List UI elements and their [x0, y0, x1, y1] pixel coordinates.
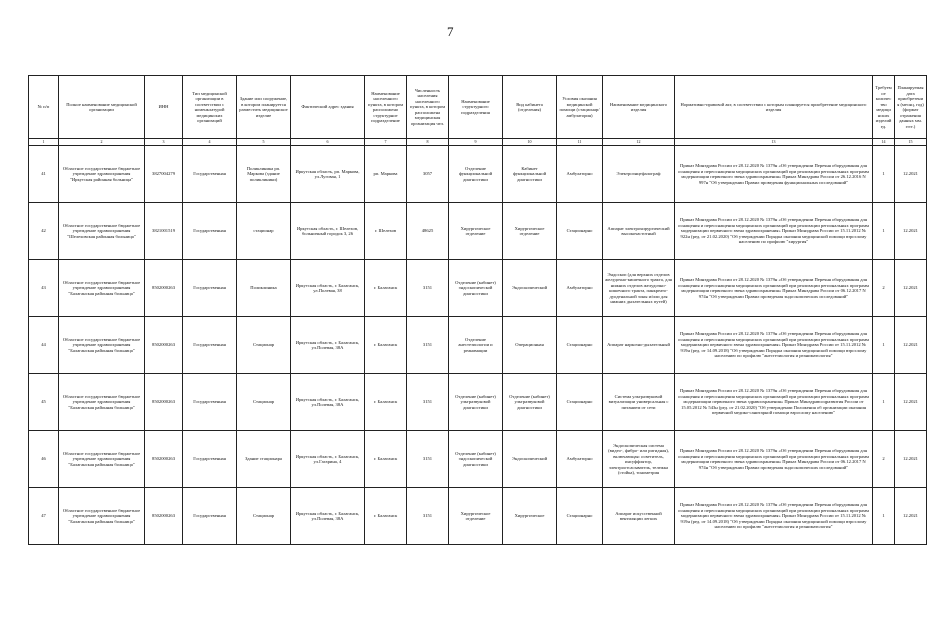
org-type-cell: Государственная: [183, 260, 237, 317]
quantity-cell: 1: [873, 203, 895, 260]
unit-cell: Отделение анестезиологии и реанимации: [449, 317, 503, 374]
building-cell: стационар: [237, 203, 291, 260]
column-number: 6: [291, 139, 365, 146]
conditions-cell: Стационарно: [557, 374, 603, 431]
legal-act-cell: Приказ Минздрава России от 28.12.2020 № 1379н «Об утверждении Перечня оборудования для оснащения и переоснащения медицинских организаций при реализации региональных программ модернизации первичного звена здравоохранения» Приказ Минздравсоцразвития России от 15.05.2012 № 543н (ред. от 21.02.2020) "Об утверждении Положения об организации оказания первичной медико-санитарной помощи взрослому населению": [675, 374, 873, 431]
cabinet-cell: Эндоскопический: [503, 260, 557, 317]
column-number: 15: [895, 139, 927, 146]
table-row: [29, 431, 927, 488]
purchase-date-cell: 12.2021: [895, 260, 927, 317]
legal-act-cell: Приказ Минздрава России от 28.12.2020 № 1379н «Об утверждении Перечня оборудования для оснащения и переоснащения медицинских организаций при реализации региональных программ модернизации первичного звена здравоохранения» Приказ Минздрава России от 15.11.2012 № 919н (ред. от 14.09.2018) "Об утверждении Порядка оказания медицинской помощи взрослому населению по профилю "анестезиология и реаниматология": [675, 317, 873, 374]
cabinet-cell: Операционная: [503, 317, 557, 374]
address-cell: Иркутская область, г. Шелехов, больничный городок 3, 26: [291, 203, 365, 260]
row-number: 47: [29, 488, 59, 545]
column-number: 4: [183, 139, 237, 146]
column-header: Вид кабинета (отделения): [503, 76, 557, 139]
equipment-table: [28, 75, 927, 545]
building-cell: Стационар: [237, 488, 291, 545]
column-header: № п/п: [29, 76, 59, 139]
column-number: 12: [603, 139, 675, 146]
device-cell: Эндоскопическая система (видео-, фибро- или ригидная), включающая: осветитель, инсуффлятор, электроотсасыватель, тележка (стойка), тонометрия: [603, 431, 675, 488]
column-header: ИНН: [145, 76, 183, 139]
org-name-cell: Областное государственное бюджетное учреждение здравоохранения "Балаганская районная больница": [59, 317, 145, 374]
cabinet-cell: Хирургическое: [503, 488, 557, 545]
column-header: Нормативно-правовой акт, в соответствии с которым планируется приобретение медицинского изделия: [675, 76, 873, 139]
org-name-cell: Областное государственное бюджетное учреждение здравоохранения "Шелеховская районная больница": [59, 203, 145, 260]
quantity-cell: 1: [873, 488, 895, 545]
table-row: [29, 146, 927, 203]
column-number: 9: [449, 139, 503, 146]
row-number: 44: [29, 317, 59, 374]
column-header: Здание или сооружение, в котором планируется разместить медицинское изделие: [237, 76, 291, 139]
column-header: Планируемая дата приобретения (месяц, год) (формат отражения данных мм. гггг.): [895, 76, 927, 139]
population-cell: 3151: [407, 374, 449, 431]
address-cell: Иркутская область, г. Балаганск, ул.Гагарина, 4: [291, 431, 365, 488]
purchase-date-cell: 12.2021: [895, 488, 927, 545]
org-type-cell: Государственная: [183, 431, 237, 488]
population-cell: 3151: [407, 431, 449, 488]
building-cell: Поликлиника: [237, 260, 291, 317]
conditions-cell: Амбулаторно: [557, 146, 603, 203]
unit-cell: Хирургическое отделение: [449, 203, 503, 260]
org-type-cell: Государственная: [183, 488, 237, 545]
conditions-cell: Амбулаторно: [557, 260, 603, 317]
quantity-cell: 2: [873, 260, 895, 317]
column-header: Наименование населенного пункта, в котором расположено структурное подразделение: [365, 76, 407, 139]
building-cell: Стационар: [237, 374, 291, 431]
population-cell: 3151: [407, 488, 449, 545]
device-cell: Аппарат электрохирургический высокочастотный: [603, 203, 675, 260]
row-number: 45: [29, 374, 59, 431]
table-row: [29, 488, 927, 545]
column-header: Требуемое количество медицинских изделий ед.: [873, 76, 895, 139]
device-cell: Аппарат искусственной вентиляции легких: [603, 488, 675, 545]
building-cell: Стационар: [237, 317, 291, 374]
address-cell: Иркутская область, рп. Маркова, ул.Луговая, 1: [291, 146, 365, 203]
building-cell: Поликлиника рп. Маркова (здание поликлиники): [237, 146, 291, 203]
locality-cell: г. Балаганск: [365, 431, 407, 488]
population-cell: 48625: [407, 203, 449, 260]
column-number: 5: [237, 139, 291, 146]
building-cell: Здание стационара: [237, 431, 291, 488]
conditions-cell: Стационарно: [557, 488, 603, 545]
conditions-cell: Стационарно: [557, 203, 603, 260]
purchase-date-cell: 12.2021: [895, 146, 927, 203]
locality-cell: г. Балаганск: [365, 374, 407, 431]
locality-cell: рп. Маркова: [365, 146, 407, 203]
org-type-cell: Государственная: [183, 317, 237, 374]
address-cell: Иркутская область, г. Балаганск, ул.Полевая, 38А: [291, 374, 365, 431]
column-header: Фактический адрес здания: [291, 76, 365, 139]
cabinet-cell: Кабинет функциональной диагностики: [503, 146, 557, 203]
unit-cell: Хирургическое отделение: [449, 488, 503, 545]
locality-cell: г. Балаганск: [365, 488, 407, 545]
column-header: Численность населения населенного пункта, в котором расположена медицинская организация чел.: [407, 76, 449, 139]
row-number: 46: [29, 431, 59, 488]
population-cell: 3057: [407, 146, 449, 203]
cabinet-cell: Хирургическое отделение: [503, 203, 557, 260]
table-row: [29, 260, 927, 317]
purchase-date-cell: 12.2021: [895, 374, 927, 431]
column-number: 13: [675, 139, 873, 146]
org-name-cell: Областное государственное бюджетное учреждение здравоохранения "Балаганская районная больница": [59, 431, 145, 488]
inn-cell: 3821001519: [145, 203, 183, 260]
inn-cell: 8502000263: [145, 317, 183, 374]
table-row: [29, 374, 927, 431]
population-cell: 3151: [407, 260, 449, 317]
address-cell: Иркутская область, г. Балаганск, ул.Полевая, 38: [291, 260, 365, 317]
population-cell: 3151: [407, 317, 449, 374]
unit-cell: Отделение (кабинет) эндоскопической диагностики: [449, 260, 503, 317]
purchase-date-cell: 12.2021: [895, 317, 927, 374]
inn-cell: 8502000263: [145, 488, 183, 545]
locality-cell: г. Балаганск: [365, 317, 407, 374]
column-number: 14: [873, 139, 895, 146]
column-header: Тип медицинской организации в соответствии с номенклатурой медицинских организаций: [183, 76, 237, 139]
org-type-cell: Государственная: [183, 374, 237, 431]
quantity-cell: 1: [873, 374, 895, 431]
column-header: Условия оказания медицинской помощи (стационар/амбулатория): [557, 76, 603, 139]
org-name-cell: Областное государственное бюджетное учреждение здравоохранения "Балаганская районная больница": [59, 374, 145, 431]
address-cell: Иркутская область, г. Балаганск, ул.Полевая, 38А: [291, 317, 365, 374]
column-header: Наименование структурного подразделения: [449, 76, 503, 139]
column-number: 7: [365, 139, 407, 146]
table-row: [29, 203, 927, 260]
column-header: Наименование медицинского изделия: [603, 76, 675, 139]
device-cell: Эндоскоп (для верхних отделов желудочно-кишечного тракта, для нижних отделов желудочно-кишечного тракта, панкреато-дуоденальной зоны и/или для нижних дыхательных путей): [603, 260, 675, 317]
column-number: 8: [407, 139, 449, 146]
legal-act-cell: Приказ Минздрава России от 28.12.2020 № 1379н «Об утверждении Перечня оборудования для оснащения и переоснащения медицинских организаций при реализации региональных программ модернизации первичного звена здравоохранения» Приказ Минздрава России от 06.12.2017 N 974н "Об утверждении Правил проведения эндоскопических исследований": [675, 260, 873, 317]
conditions-cell: Амбулаторно: [557, 431, 603, 488]
org-type-cell: Государственная: [183, 203, 237, 260]
conditions-cell: Стационарно: [557, 317, 603, 374]
purchase-date-cell: 12.2021: [895, 203, 927, 260]
inn-cell: 8502000263: [145, 374, 183, 431]
quantity-cell: 1: [873, 317, 895, 374]
legal-act-cell: Приказ Минздрава России от 28.12.2020 № 1379н «Об утверждении Перечня оборудования для оснащения и переоснащения медицинских организаций при реализации региональных программ модернизации первичного звена здравоохранения» Приказ Минздрава России от 06.12.2017 N 974н "Об утверждении Правил проведения эндоскопических исследований": [675, 431, 873, 488]
row-number: 43: [29, 260, 59, 317]
inn-cell: 8502000263: [145, 431, 183, 488]
device-cell: Аппарат наркозно-дыхательный: [603, 317, 675, 374]
legal-act-cell: Приказ Минздрава России от 28.12.2020 № 1379н «Об утверждении Перечня оборудования для оснащения и переоснащения медицинских организаций при реализации региональных программ модернизации первичного звена здравоохранения» Приказ Минздрава России от 15.11.2012 № 919н (ред. от 14.09.2018) "Об утверждении Порядка оказания медицинской помощи взрослому населению по профилю "анестезиология и реаниматология": [675, 488, 873, 545]
header-row: [29, 76, 927, 139]
row-number: 42: [29, 203, 59, 260]
locality-cell: г. Балаганск: [365, 260, 407, 317]
column-header: Полное наименование медицинской организации: [59, 76, 145, 139]
address-cell: Иркутская область, г. Балаганск, ул.Полевая, 38А: [291, 488, 365, 545]
unit-cell: Отделение (кабинет) ультразвуковой диагностики: [449, 374, 503, 431]
column-number: 1: [29, 139, 59, 146]
inn-cell: 8502000263: [145, 260, 183, 317]
column-number: 10: [503, 139, 557, 146]
quantity-cell: 1: [873, 146, 895, 203]
org-name-cell: Областное государственное бюджетное учреждение здравоохранения "Балаганская районная больница": [59, 260, 145, 317]
row-number: 41: [29, 146, 59, 203]
unit-cell: Отделение функциональной диагностики: [449, 146, 503, 203]
column-number-row: [29, 139, 927, 146]
column-number: 3: [145, 139, 183, 146]
unit-cell: Отделение (кабинет) эндоскопической диагностики: [449, 431, 503, 488]
legal-act-cell: Приказ Минздрава России от 28.12.2020 № 1379н «Об утверждении Перечня оборудования для оснащения и переоснащения медицинских организаций при реализации региональных программ модернизации первичного звена здравоохранения» Приказ Минздрава России от 15.11.2012 № 922н (ред. от 21.02.2020) "Об утверждении Порядка оказания медицинской помощи взрослому населению по профилю "хирургия": [675, 203, 873, 260]
org-name-cell: Областное государственное бюджетное учреждение здравоохранения "Балаганская районная больница": [59, 488, 145, 545]
cabinet-cell: Эндоскопический: [503, 431, 557, 488]
device-cell: Электроэнцефалограф: [603, 146, 675, 203]
legal-act-cell: Приказ Минздрава России от 28.12.2020 № 1379н «Об утверждении Перечня оборудования для оснащения и переоснащения медицинских организаций при реализации региональных программ модернизации первичного звена здравоохранения» Приказ Минздрава России от 26.12.2016 N 997н "Об утверждении Правил проведения функциональных исследований": [675, 146, 873, 203]
purchase-date-cell: 12.2021: [895, 431, 927, 488]
quantity-cell: 2: [873, 431, 895, 488]
column-number: 11: [557, 139, 603, 146]
org-name-cell: Областное государственное бюджетное учреждение здравоохранения "Иркутская районная больница": [59, 146, 145, 203]
column-number: 2: [59, 139, 145, 146]
page-number: 7: [447, 24, 454, 39]
table-row: [29, 317, 927, 374]
inn-cell: 3827004279: [145, 146, 183, 203]
device-cell: Система ультразвуковой визуализации универсальная с питанием от сети: [603, 374, 675, 431]
cabinet-cell: Отделение (кабинет) ультразвуковой диагностики: [503, 374, 557, 431]
org-type-cell: Государственная: [183, 146, 237, 203]
locality-cell: г. Шелехов: [365, 203, 407, 260]
